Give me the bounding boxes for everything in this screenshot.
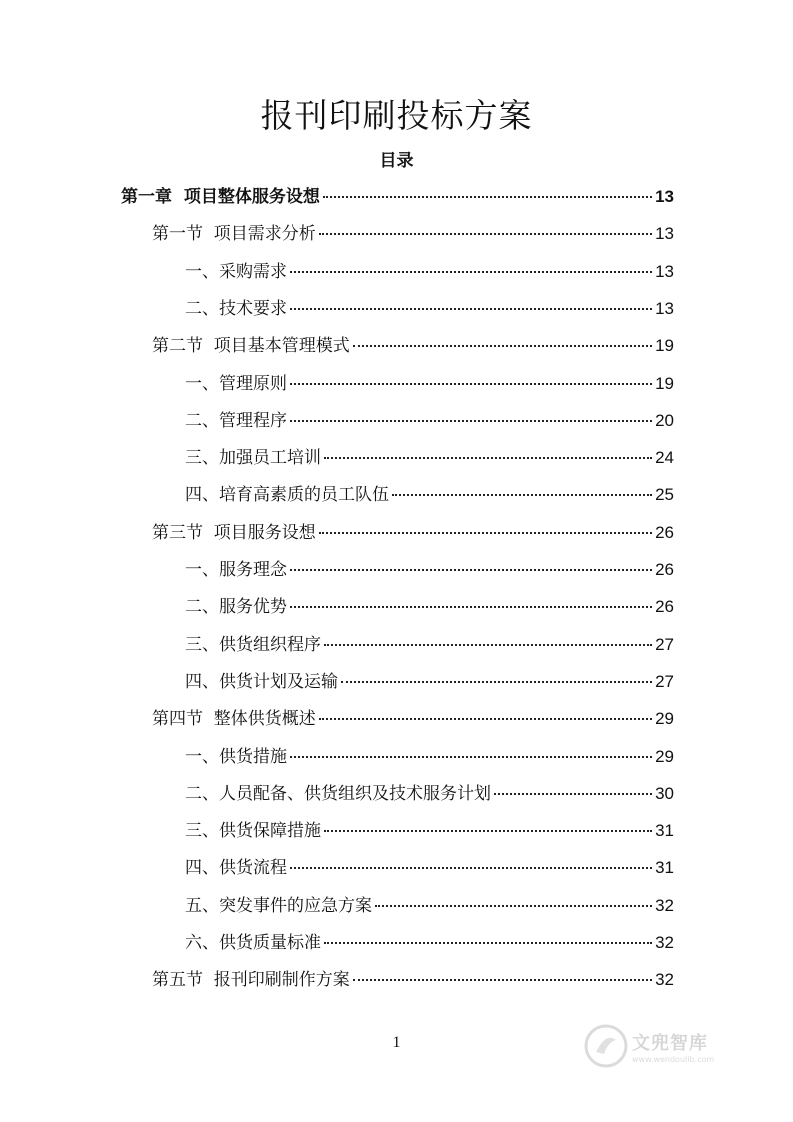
- toc-entry-page: 13: [655, 298, 674, 318]
- toc-entry-page: 31: [655, 821, 674, 841]
- toc-entry[interactable]: [185, 816, 674, 842]
- toc-entry-page: 32: [655, 895, 674, 915]
- watermark-name: 文兜智库: [632, 1032, 708, 1054]
- toc-entry-page: 26: [655, 560, 674, 579]
- toc-entry-label: 二、技术要求: [185, 298, 287, 319]
- toc-entry-page: 27: [655, 671, 674, 691]
- toc-entry-page: 24: [655, 448, 674, 468]
- toc-entry-label: 二、服务优势: [185, 597, 287, 618]
- toc-entry-label: 三、供货组织程序: [185, 634, 321, 655]
- toc-entry[interactable]: [152, 965, 674, 991]
- toc-dot-leader: [324, 644, 652, 646]
- toc-entry-page: 27: [655, 634, 674, 654]
- toc-entry-label: 第一节 项目需求分析: [152, 224, 316, 245]
- toc-dot-leader: [392, 494, 652, 496]
- document-title: 报刊印刷投标方案: [260, 96, 533, 135]
- toc-entry[interactable]: [152, 704, 674, 730]
- toc-entry-label: 三、加强员工培训: [185, 448, 321, 469]
- toc-entry-page: 29: [655, 709, 674, 729]
- toc-entry-page: 13: [655, 261, 674, 281]
- toc-entry[interactable]: [185, 891, 674, 917]
- toc-entry[interactable]: [185, 369, 674, 395]
- toc-entry[interactable]: [185, 742, 674, 768]
- toc-dot-leader: [324, 457, 652, 459]
- toc-entry-page: 25: [655, 485, 674, 505]
- toc-entry[interactable]: [185, 667, 674, 693]
- toc-dot-leader: [290, 383, 652, 385]
- toc-entry[interactable]: [185, 853, 674, 879]
- toc-dot-leader: [290, 606, 652, 608]
- toc-entry-page: 26: [655, 522, 674, 542]
- toc-entry-page: 30: [655, 783, 674, 803]
- toc-dot-leader: [319, 233, 652, 235]
- toc-entry-page: 19: [655, 373, 674, 393]
- toc-entry[interactable]: [185, 443, 674, 469]
- toc-entry[interactable]: [152, 219, 674, 245]
- toc-dot-leader: [353, 345, 652, 347]
- toc-entry-label: 一、供货措施: [185, 746, 287, 767]
- toc-entry-label: 第一章 项目整体服务设想: [121, 187, 320, 207]
- toc-entry-label: 二、人员配备、供货组织及技术服务计划: [185, 783, 491, 804]
- toc-heading: 目录: [379, 151, 414, 171]
- toc-entry-label: 五、突发事件的应急方案: [185, 895, 372, 916]
- toc-entry[interactable]: [121, 182, 674, 208]
- toc-entry-page: 20: [655, 410, 674, 430]
- toc-dot-leader: [290, 420, 652, 422]
- toc-dot-leader: [290, 271, 652, 273]
- toc-entry[interactable]: [185, 630, 674, 656]
- toc-entry[interactable]: [152, 331, 674, 357]
- page-number: 1: [392, 1034, 401, 1051]
- toc-dot-leader: [323, 196, 652, 198]
- toc-entry-label: 第二节 项目基本管理模式: [152, 336, 350, 357]
- toc-dot-leader: [341, 681, 652, 683]
- toc-entry[interactable]: [185, 592, 674, 618]
- toc-entry-page: 13: [655, 187, 674, 206]
- toc-entry[interactable]: [152, 518, 674, 544]
- toc-entry-page: 31: [655, 858, 674, 878]
- watermark: [584, 1024, 714, 1068]
- toc-entry-label: 三、供货保障措施: [185, 821, 321, 842]
- toc-entry[interactable]: [185, 406, 674, 432]
- toc-dot-leader: [319, 718, 652, 720]
- toc-entry-label: 四、供货流程: [185, 858, 287, 879]
- toc-entry-page: 29: [655, 746, 674, 766]
- toc-entry[interactable]: [185, 480, 674, 506]
- toc-entry-page: 19: [655, 336, 674, 356]
- toc-entry[interactable]: [185, 294, 674, 320]
- toc-entry-label: 第三节 项目服务设想: [152, 522, 316, 543]
- toc-entry-label: 四、培育高素质的员工队伍: [185, 485, 389, 506]
- toc-entry[interactable]: [185, 257, 674, 283]
- toc-dot-leader: [319, 532, 652, 534]
- toc-entry-label: 六、供货质量标准: [185, 933, 321, 953]
- toc-entry-page: 13: [655, 224, 674, 244]
- toc-entry[interactable]: [185, 779, 674, 805]
- toc-dot-leader: [290, 308, 652, 310]
- toc-entry-label: 第五节 报刊印刷制作方案: [152, 970, 350, 991]
- toc-entry[interactable]: [185, 928, 674, 954]
- toc-entry-label: 第四节 整体供货概述: [152, 709, 316, 730]
- toc-entry-page: 32: [655, 933, 674, 952]
- toc-entry-label: 一、采购需求: [185, 261, 287, 282]
- toc-entry-label: 一、服务理念: [185, 560, 287, 580]
- toc-dot-leader: [290, 756, 652, 758]
- toc-entry-page: 26: [655, 597, 674, 617]
- toc-entry-label: 二、管理程序: [185, 410, 287, 431]
- watermark-logo-icon: [584, 1024, 628, 1068]
- toc-dot-leader: [375, 905, 652, 907]
- toc-entry-label: 四、供货计划及运输: [185, 671, 338, 692]
- toc-dot-leader: [290, 569, 652, 571]
- toc-entry-label: 一、管理原则: [185, 373, 287, 394]
- toc-dot-leader: [494, 793, 652, 795]
- toc-dot-leader: [324, 830, 652, 832]
- toc-entry[interactable]: [185, 555, 674, 581]
- toc-dot-leader: [353, 979, 652, 981]
- toc-dot-leader: [290, 867, 652, 869]
- watermark-url: www.wendoulib.com: [632, 1054, 715, 1064]
- toc-entry-page: 32: [655, 970, 674, 990]
- toc-dot-leader: [324, 942, 652, 944]
